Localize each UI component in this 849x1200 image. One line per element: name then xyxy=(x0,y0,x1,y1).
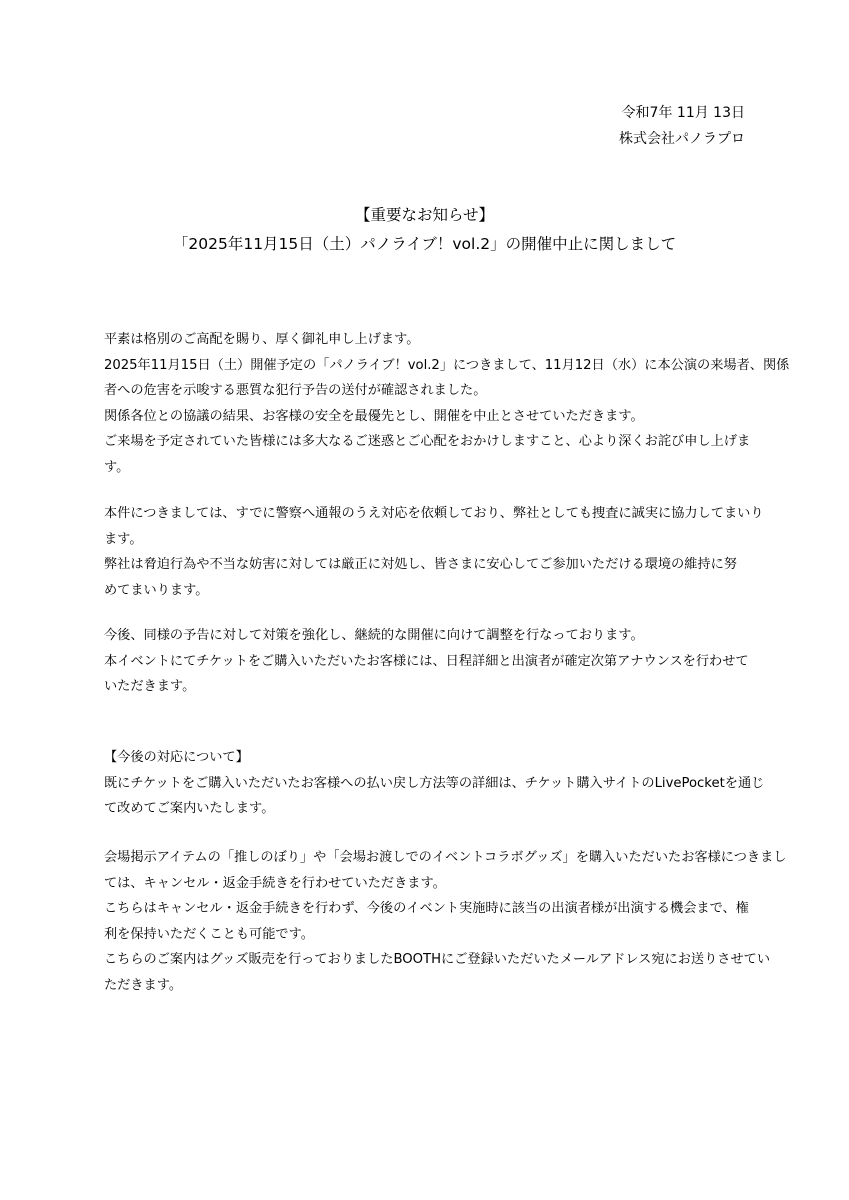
text-line: こちらのご案内はグッズ販売を行っておりましたBOOTHにご登録いただいたメールアドレス宛にお送りさせてい xyxy=(104,952,771,968)
text-line: ては、キャンセル・返金手続きを行わせていただきます。 xyxy=(104,875,446,891)
text-line: 平素は格別のご高配を賜り、厚く御礼申し上げます。 xyxy=(104,332,420,347)
text-line: ます。 xyxy=(104,531,143,547)
intro-paragraph xyxy=(104,327,790,481)
text-line: 本イベントにてチケットをご購入いただいたお客様には、日程詳細と出演者が確定次第アナウンスを行わせて xyxy=(104,653,749,669)
document-title xyxy=(0,201,849,259)
text-line: 会場掲示アイテムの「推しのぼり」や「会場お渡しでのイベントコラボグッズ」を購入いただいたお客様につきまし xyxy=(104,850,787,865)
text-line: 今後、同様の予告に対して対策を強化し、継続的な開催に向けて調整を行なっております。 xyxy=(104,628,644,643)
text-line: 利を保持いただくことも可能です。 xyxy=(104,926,314,942)
text-line: めてまいります。 xyxy=(104,582,209,598)
text-line: 既にチケットをご購入いただいたお客様への払い戻し方法等の詳細は、チケット購入サイトのLivePocketを通じ xyxy=(104,775,765,791)
future-paragraph xyxy=(104,623,754,700)
goods-paragraph xyxy=(104,845,787,999)
text-line: いただきます。 xyxy=(104,679,196,695)
text-line: 弊社は脅迫行為や不当な妨害に対しては厳正に対処し、皆さまに安心してご参加いただける環境の維持に努 xyxy=(104,557,737,573)
company-name: 株式会社パノラプロ xyxy=(619,131,745,147)
text-line: 関係各位との協議の結果、お客様の安全を最優先とし、開催を中止とさせていただきます。 xyxy=(104,408,644,424)
title-notice-label: 【重要なお知らせ】 xyxy=(354,206,495,224)
response-section xyxy=(104,745,765,822)
section-heading: 【今後の対応について】 xyxy=(104,750,249,765)
title-subject: 「2025年11月15日（土）パノライブ！vol.2」の開催中止に関しまして xyxy=(172,235,677,253)
text-line: ただきます。 xyxy=(104,977,183,993)
text-line: こちらはキャンセル・返金手続きを行わず、今後のイベント実施時に該当の出演者様が出演する機会まで、権 xyxy=(104,901,749,917)
text-line: 2025年11月15日（土）開催予定の「パノライブ！vol.2」につきまして、11月12日（水）に本公演の来場者、関係 xyxy=(104,357,790,373)
text-line: す。 xyxy=(104,459,130,475)
text-line: て改めてご案内いたします。 xyxy=(104,801,275,817)
issue-date: 令和7年 11月 13日 xyxy=(621,105,745,121)
text-line: ご来場を予定されていた皆様には多大なるご迷惑とご心配をおかけしますこと、心より深くお詫び申し上げま xyxy=(104,434,751,450)
police-paragraph xyxy=(104,501,764,603)
header-block xyxy=(619,100,745,152)
text-line: 者への危害を示唆する悪質な犯行予告の送付が確認されました。 xyxy=(104,383,487,399)
text-line: 本件につきましては、すでに警察へ通報のうえ対応を依頼しており、弊社としても捜査に誠実に協力してまいり xyxy=(104,506,764,521)
